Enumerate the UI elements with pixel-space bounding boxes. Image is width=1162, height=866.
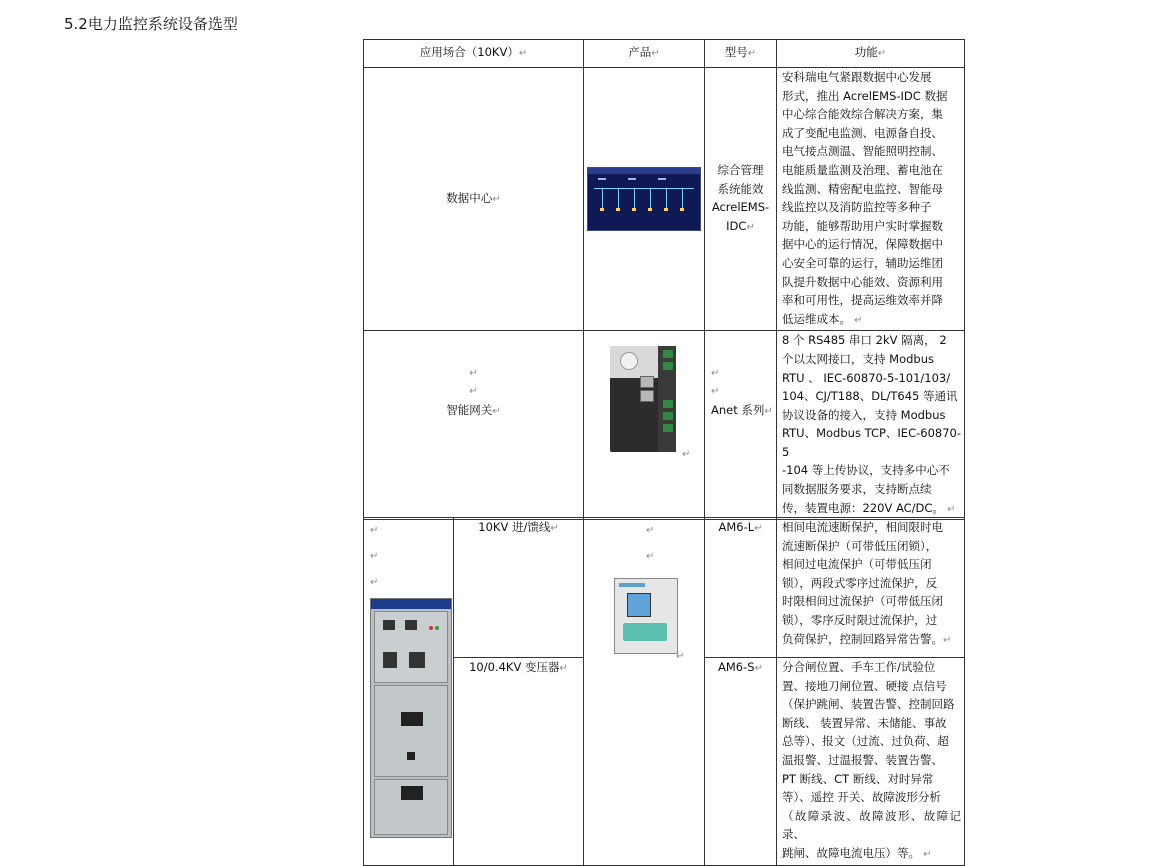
- header-function: 功能↵: [777, 40, 965, 68]
- function-cell: 分合闸位置、手车工作/试验位 置、接地刀闸位置、硬接 点信号 （保护跳闸、装置告警、控制回路 断线、 装置异常、未储能、事故 总等）、报文（过流、过负荷、超 温报警、过温报警、装置告警、 PT 断线、CT 断线、对时异常 等）、遥控 开关、故障波形分析 （故障录波、故障波形、故障记录、 跳闸、故障电流电压）等。 ↵: [777, 658, 965, 866]
- equipment-table-2: [363, 517, 965, 866]
- scene-cell: 10KV 进/馈线↵: [454, 518, 584, 658]
- table-row: [364, 518, 965, 658]
- table-row: [364, 331, 965, 520]
- product-cell: [584, 68, 705, 331]
- equipment-table-1: [363, 39, 965, 520]
- model-cell: ↵ ↵ Anet 系列↵: [705, 331, 777, 520]
- scene-cell: 数据中心↵: [364, 68, 584, 331]
- product-cell: ↵ ↵ ↵: [584, 518, 705, 866]
- product-cell: ↵: [584, 331, 705, 520]
- section-heading: 5.2电力监控系统设备选型: [64, 15, 238, 33]
- gateway-device-image: [610, 346, 676, 452]
- model-cell: AM6-S↵: [705, 658, 777, 866]
- model-cell: AM6-L↵: [705, 518, 777, 658]
- function-cell: 相间电流速断保护，相间限时电 流速断保护（可带低压闭锁）， 相间过电流保护（可带低压闭 锁），两段式零序过流保护，反 时限相间过流保护（可带低压闭 锁），零序反时限过流保护，过 负荷保护，控制回路异常告警。↵: [777, 518, 965, 658]
- table-header-row: [364, 40, 965, 68]
- model-cell: 综合管理 系统能效 AcrelEMS- IDC↵: [705, 68, 777, 331]
- table-row: [364, 68, 965, 331]
- function-cell: 安科瑞电气紧跟数据中心发展 形式，推出 AcrelEMS-IDC 数据 中心综合能效综合解决方案，集 成了变配电监测、电源备自投、 电气接点测温、智能照明控制、 电能质量监测及治理、蓄电池在 线监测、精密配电监控、智能母 线监控以及消防监控等多种子 功能，能够帮助用户实时掌握数 据中心的运行情况，保障数据中 心安全可靠的运行，辅助运维团 队提升数据中心能效、资源利用 率和可用性，提高运维效率并降 低运维成本。 ↵: [777, 68, 965, 331]
- cabinet-cell: ↵ ↵ ↵: [364, 518, 454, 866]
- function-cell: 8 个 RS485 串口 2kV 隔离， 2 个以太网接口，支持 Modbus RTU 、 IEC-60870-5-101/103/ 104、CJ/T188、DL/T645 等通讯 协议设备的接入，支持 Modbus RTU、Modbus TCP、IEC-60870-5 -104 等上传协议，支持多中心不 同数据服务要求，支持断点续 传，装置电源：220V AC/DC。 ↵: [777, 331, 965, 520]
- protection-relay-image: [614, 578, 678, 654]
- header-model: 型号↵: [705, 40, 777, 68]
- scene-cell: ↵ ↵ 智能网关↵: [364, 331, 584, 520]
- header-scene: 应用场合（10KV）↵: [364, 40, 584, 68]
- monitoring-screen-image: [587, 167, 701, 231]
- scene-cell: 10/0.4KV 变压器↵: [454, 658, 584, 866]
- header-product: 产品↵: [584, 40, 705, 68]
- switchgear-cabinet-image: [370, 598, 452, 838]
